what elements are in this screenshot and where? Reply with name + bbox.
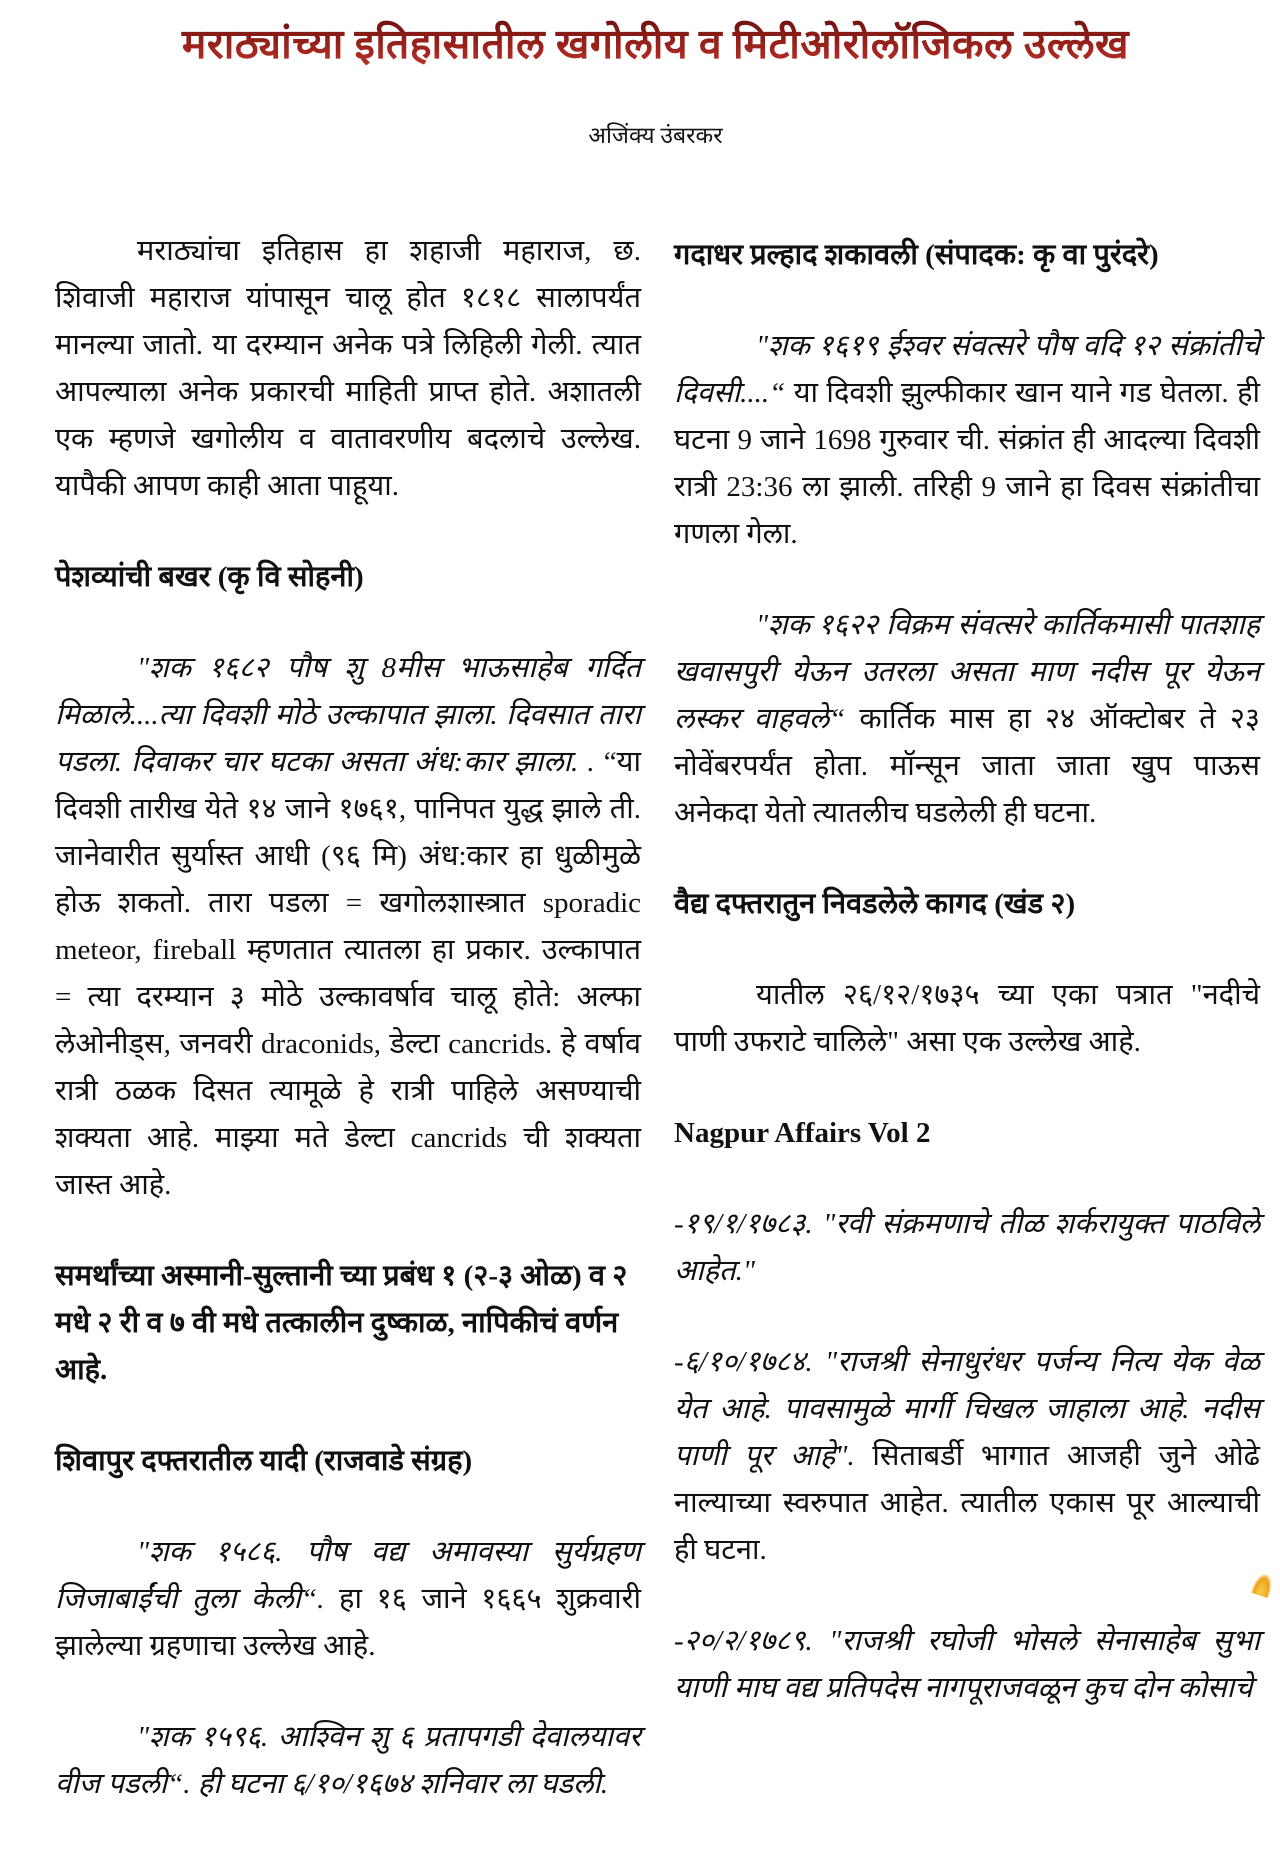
text-run: "शक १६८२ पौष शु 8मीस भाऊसाहेब गर्दित मिळाले....त्या दिवशी मोठे उल्कापात झाला. दिवसात तारा पडला. दिवाकर चार घटका असता अंध:कार झाला. . [55, 652, 649, 778]
body-paragraph [55, 228, 649, 510]
section-heading [674, 881, 1260, 928]
section-heading [674, 1110, 1260, 1157]
text-run: वैद्य दफ्तरातुन निवडलेले कागद (खंड २) [674, 888, 1076, 920]
section-heading [55, 1253, 641, 1394]
text-run: कार्तिक मास हा २४ ऑक्टोबर ते २३ नोवेंबरपर्यंत होता. मॉन्सून जाता जाता खुप पाऊस अनेकदा येतो त्यातलीच घडलेली ही घटना. [674, 703, 1268, 829]
section-heading [674, 232, 1260, 279]
text-run: “या दिवशी तारीख येते १४ जाने १७६१, पानिपत युद्ध झाले ती. जानेवारीत सुर्यास्त आधी (९६ मि) अंध:कार हा धुळीमुळे होऊ शकतो. तारा पडला = खगोलशास्त्रात sporadic meteor, fireball म्हणतात त्यातला हा प्रकार. उल्कापात = त्या दरम्यान ३ मोठे उल्कावर्षाव चालू होते: अल्फा लेओनीड्स, जनवरी draconids, डेल्टा cancrids. हे वर्षाव रात्री ठळक दिसत त्यामूळे हे रात्री पाहिले असण्याची शक्यता आहे. माझ्या मते डेल्टा cancrids ची शक्यता जास्त आहे. [55, 746, 649, 1201]
right-column [674, 228, 1268, 1852]
text-run: समर्थांच्या अस्मानी-सुल्तानी च्या प्रबंध १ (२-३ ओळ) व २ मधे २ री व ७ वी मधे तत्कालीन दुष्काळ, नापिकीचं वर्णन आहे. [55, 1260, 635, 1386]
body-paragraph [674, 602, 1268, 837]
text-run: "शक १५८६. पौष वद्य अमावस्या सुर्यग्रहण जिजाबाईंची तुला केली“. [55, 1536, 649, 1615]
document-title: मराठ्यांच्या इतिहासातील खगोलीय व मिटीओरोलॉजिकल उल्लेख [55, 18, 1256, 70]
text-run: -२०/२/१७८९. "राजश्री रघोजी भोसले सेनासाहेब सुभा याणी माघ वद्य प्रतिपदेस नागपूराजवळून कुच दोन कोसाचे [674, 1625, 1268, 1704]
left-column [55, 228, 649, 1852]
text-run: यातील २६/१२/१७३५ च्या एका पत्रात "नदीचे पाणी उफराटे चालिले" असा एक उल्लेख आहे. [674, 979, 1268, 1058]
text-run: मराठ्यांचा इतिहास हा शहाजी महाराज, छ. शिवाजी महाराज यांपासून चालू होत १८१८ सालापर्यंत मानल्या जातो. या दरम्यान अनेक पत्रे लिहिली गेली. त्यात आपल्याला अनेक प्रकारची माहिती प्राप्त होते. अशातली एक म्हणजे खगोलीय व वातावरणीय बदलाचे उल्लेख. यापैकी आपण काही आता पाहूया. [55, 235, 649, 502]
text-run: हा १६ जाने १६६५ शुक्रवारी झालेल्या ग्रहणाचा उल्लेख आहे. [55, 1583, 649, 1662]
body-paragraph [55, 645, 649, 1209]
two-column-body [55, 228, 1268, 1852]
text-run: "शक १६१९ ईश्वर संवत्सरे पौष वदि १२ संक्रांतीचे दिवसी....“ [674, 330, 1268, 409]
body-paragraph [55, 1714, 649, 1808]
text-run: सिताबर्डी भागात आजही जुने ओढे नाल्याच्या स्वरुपात आहेत. त्यातील एकास पूर आल्याची ही घटना. [674, 1440, 1268, 1566]
section-heading [55, 1438, 641, 1485]
text-run: शिवापुर दफ्तरातील यादी (राजवाडे संग्रह) [55, 1445, 473, 1477]
text-run: पेशव्यांची बखर (कृ वि सोहनी) [55, 561, 364, 593]
section-heading [55, 554, 641, 601]
text-run: "शक १५९६. आश्विन शु ६ प्रतापगडी देवालयावर वीज पडली“. ही घटना ६/१०/१६७४ शनिवार ला घडली. [55, 1721, 649, 1800]
document-author: अजिंक्य उंबरकर [588, 123, 723, 148]
body-paragraph [674, 1339, 1268, 1574]
text-run: Nagpur Affairs Vol 2 [674, 1117, 931, 1149]
body-paragraph [674, 1618, 1268, 1712]
body-paragraph [674, 1201, 1268, 1295]
text-run: गदाधर प्रल्हाद शकावली (संपादक: कृ वा पुरंदरे) [674, 239, 1159, 271]
body-paragraph [674, 972, 1268, 1066]
text-run: -१९/१/१७८३. "रवी संक्रमणाचे तीळ शर्करायुक्त पाठविले आहेत." [674, 1208, 1268, 1287]
text-run: "शक १६२२ विक्रम संवत्सरे कार्तिकमासी पातशाह खवासपुरी येऊन उतरला असता माण नदीस पूर येऊन लस्कर वाहवले“ [674, 609, 1268, 735]
text-run: या दिवशी झुल्फीकार खान याने गड घेतला. ही घटना 9 जाने 1698 गुरुवार ची. संक्रांत ही आदल्या दिवशी रात्री 23:36 ला झाली. तरिही 9 जाने हा दिवस संक्रांतीचा गणला गेला. [674, 377, 1268, 550]
body-paragraph [55, 1529, 649, 1670]
text-run: -६/१०/१७८४. "राजश्री सेनाधुरंधर पर्जन्य नित्य येक वेळ येत आहे. पावसामुळे मार्गी चिखल जाहाला आहे. नदीस पाणी पूर आहे". [674, 1346, 1268, 1472]
body-paragraph [674, 323, 1268, 558]
